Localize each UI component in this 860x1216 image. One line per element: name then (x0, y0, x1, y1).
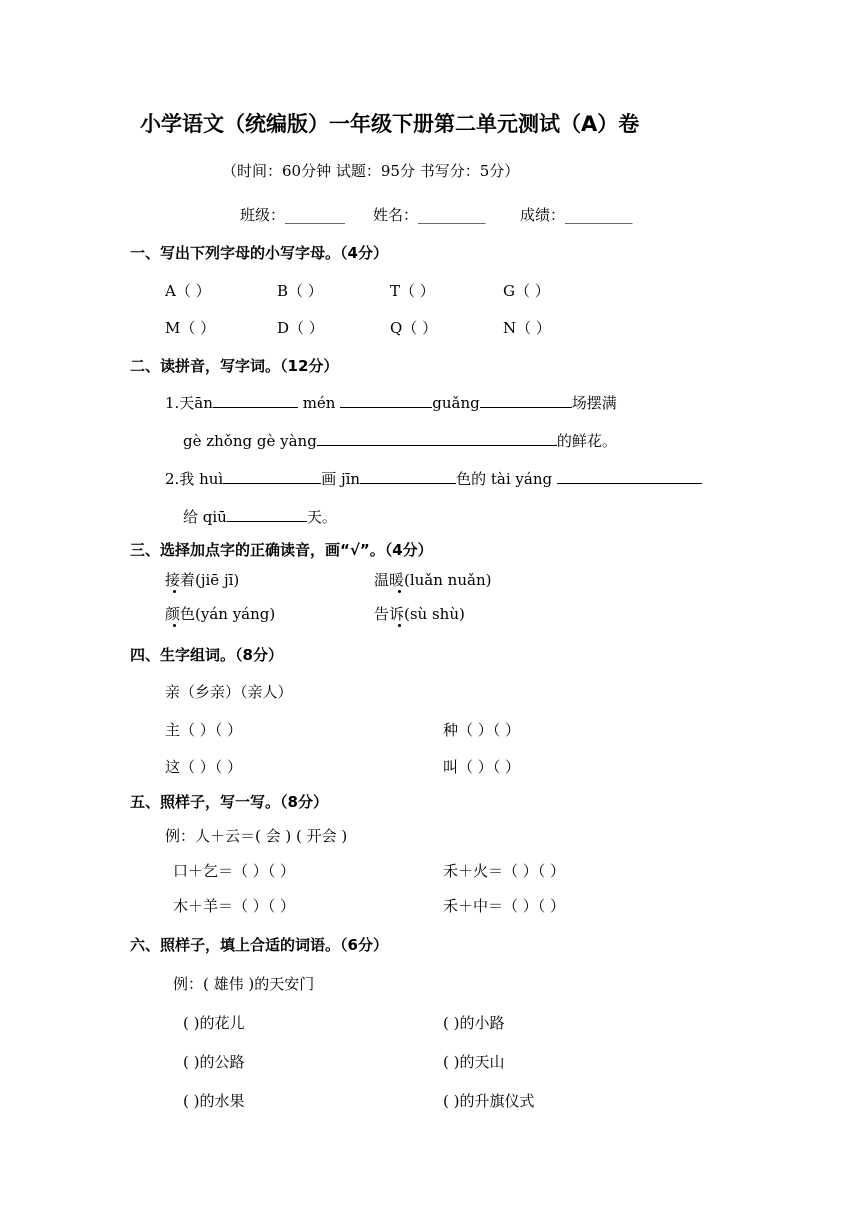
combine-item[interactable]: 木＋羊＝（ ）（ ） (173, 897, 296, 915)
emphasis-dot (173, 624, 176, 627)
phrase-item[interactable]: ( )的小路 (443, 1014, 505, 1032)
pinyin-text: mén (302, 394, 336, 412)
letter-item[interactable]: D（ ） (277, 319, 324, 337)
phrase-example: 例：( 雄伟 )的天安门 (173, 975, 315, 993)
word-item[interactable]: 叫（ ）（ ） (443, 758, 521, 776)
pinyin-text: 1.天ān (165, 394, 213, 412)
letter-item[interactable]: B（ ） (277, 282, 323, 300)
section-4-heading: 四、生字组词。（8分） (130, 646, 283, 664)
letter-item[interactable]: G（ ） (503, 282, 550, 300)
pinyin-text: 画 jīn (321, 470, 361, 488)
answer-blank[interactable] (360, 469, 456, 484)
answer-blank[interactable] (213, 393, 298, 408)
phrase-item[interactable]: ( )的水果 (183, 1092, 245, 1110)
combine-example: 例：人＋云＝( 会 ) ( 开会 ) (165, 827, 348, 845)
word-item[interactable]: 主（ ）（ ） (165, 721, 243, 739)
pinyin-text: 天。 (306, 508, 337, 526)
word-item[interactable]: 种（ ）（ ） (443, 721, 521, 739)
reading-item[interactable]: 接着(jiē jī) (165, 571, 240, 589)
combine-item[interactable]: 口＋乞＝（ ）（ ） (173, 862, 296, 880)
exam-info: （时间：60分钟 试题：95分 书写分：5分） (222, 162, 520, 180)
combine-item[interactable]: 禾＋中＝（ ）（ ） (443, 897, 566, 915)
section-1-heading: 一、写出下列字母的小写字母。（4分） (130, 244, 388, 262)
section-3-heading: 三、选择加点字的正确读音，画“√”。（4分） (130, 541, 433, 559)
pinyin-text: 2.我 huì (165, 470, 224, 488)
answer-blank[interactable] (340, 393, 432, 408)
section-2-heading: 二、读拼音，写字词。（12分） (130, 357, 339, 375)
pinyin-text: 色的 tài yáng (456, 470, 553, 488)
reading-item[interactable]: 颜色(yán yáng) (165, 605, 276, 623)
emphasis-dot (398, 624, 401, 627)
phrase-item[interactable]: ( )的天山 (443, 1053, 505, 1071)
pinyin-line-3 (165, 468, 702, 489)
word-example: 亲（乡亲）（亲人） (165, 683, 293, 701)
answer-blank[interactable] (317, 431, 557, 446)
phrase-item[interactable]: ( )的升旗仪式 (443, 1092, 535, 1110)
pinyin-text: 场摆满 (571, 394, 617, 412)
letter-item[interactable]: Q（ ） (390, 319, 438, 337)
answer-blank[interactable] (480, 393, 572, 408)
page-title: 小学语文（统编版）一年级下册第二单元测试（A）卷 (140, 112, 640, 136)
answer-blank[interactable] (557, 469, 702, 484)
letter-item[interactable]: N（ ） (503, 319, 551, 337)
pinyin-text: 给 qiū (183, 508, 227, 526)
answer-blank[interactable] (227, 507, 307, 522)
phrase-item[interactable]: ( )的公路 (183, 1053, 245, 1071)
pinyin-text: 的鲜花。 (556, 432, 617, 450)
section-5-heading: 五、照样子，写一写。（8分） (130, 793, 328, 811)
reading-item[interactable]: 告诉(sù shù) (374, 605, 465, 623)
score-field[interactable]: 成绩：_________ (520, 206, 633, 224)
letter-item[interactable]: A（ ） (165, 282, 211, 300)
pinyin-line-4 (183, 506, 337, 527)
pinyin-line-1 (165, 392, 617, 413)
pinyin-line-2 (183, 430, 617, 451)
answer-blank[interactable] (223, 469, 321, 484)
letter-item[interactable]: T（ ） (390, 282, 435, 300)
name-field[interactable]: 姓名：_________ (373, 206, 486, 224)
emphasis-dot (398, 590, 401, 593)
reading-item[interactable]: 温暖(luǎn nuǎn) (374, 571, 492, 589)
section-6-heading: 六、照样子，填上合适的词语。（6分） (130, 936, 388, 954)
emphasis-dot (173, 590, 176, 593)
combine-item[interactable]: 禾＋火＝（ ）（ ） (443, 862, 566, 880)
phrase-item[interactable]: ( )的花儿 (183, 1014, 245, 1032)
word-item[interactable]: 这（ ）（ ） (165, 758, 243, 776)
pinyin-text: guǎng (432, 394, 480, 412)
class-field[interactable]: 班级：________ (240, 206, 346, 224)
letter-item[interactable]: M（ ） (165, 319, 216, 337)
pinyin-text: gè zhǒng gè yàng (183, 432, 317, 450)
